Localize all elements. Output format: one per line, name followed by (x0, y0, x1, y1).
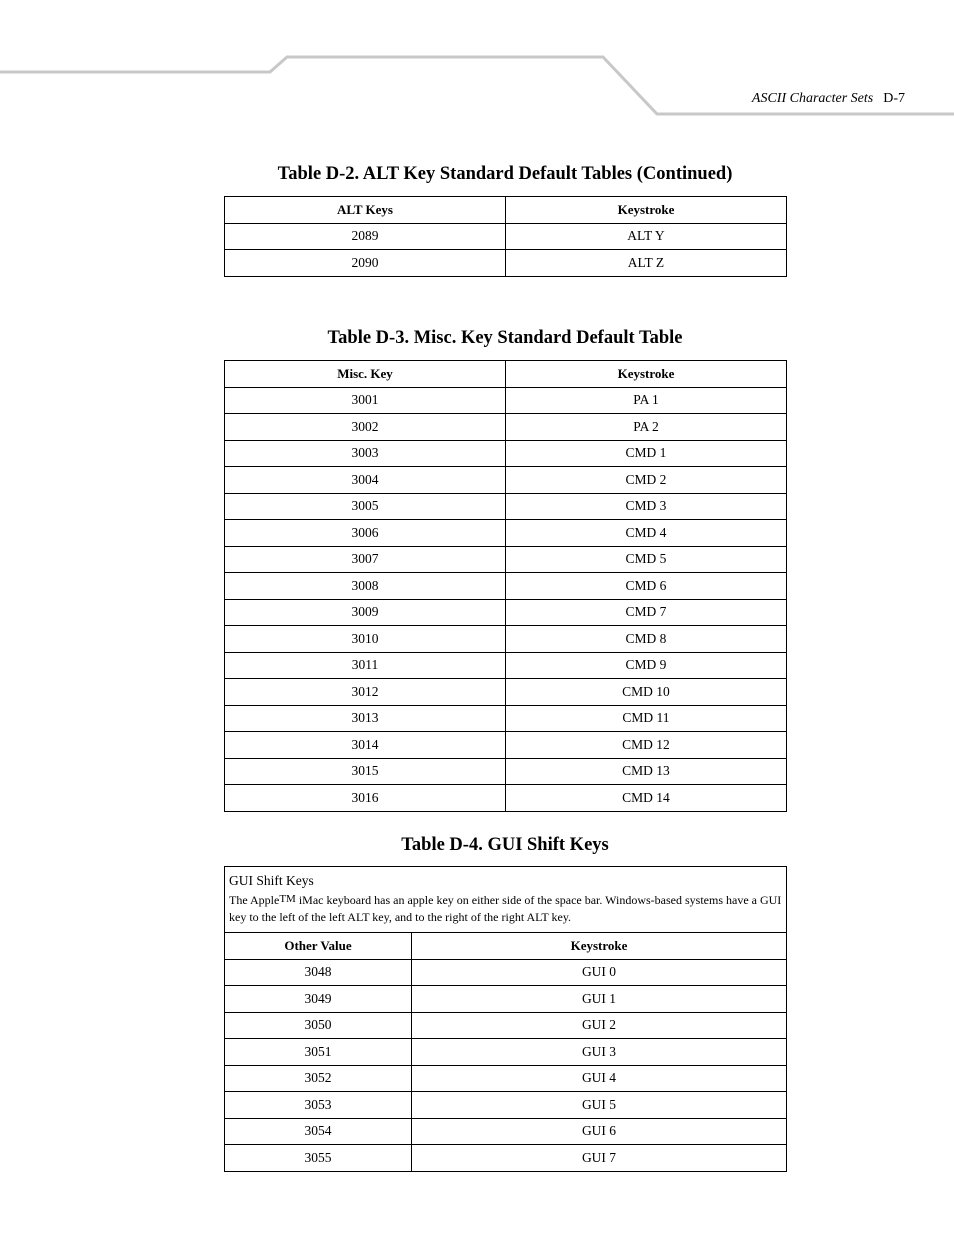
note-body (229, 891, 782, 926)
table-header-row (225, 933, 787, 960)
column-header: Other Value (225, 933, 412, 960)
keystroke-cell: CMD 6 (506, 573, 787, 600)
keystroke-cell: CMD 4 (506, 520, 787, 547)
table-header-row (225, 197, 787, 224)
code-cell: 3051 (225, 1039, 412, 1066)
code-cell: 3049 (225, 986, 412, 1013)
table-row (225, 223, 787, 250)
table-row (225, 1145, 787, 1172)
keystroke-cell: CMD 10 (506, 679, 787, 706)
keystroke-cell: CMD 7 (506, 599, 787, 626)
table-row (225, 467, 787, 494)
keystroke-cell: CMD 8 (506, 626, 787, 653)
keystroke-cell: GUI 5 (412, 1092, 787, 1119)
keystroke-cell: CMD 14 (506, 785, 787, 812)
table-row (225, 599, 787, 626)
running-head (700, 91, 905, 107)
code-cell: 3016 (225, 785, 506, 812)
code-cell: 3015 (225, 758, 506, 785)
table-d3-title: Table D-3. Misc. Key Standard Default Table (327, 328, 683, 348)
keystroke-cell: GUI 1 (412, 986, 787, 1013)
note-text-end: iMac keyboard has an apple key on either side of the space bar. Windows-based systems have a GUI key to the left of the left ALT key, and to the right of the right ALT key. (229, 893, 782, 924)
keystroke-cell: GUI 3 (412, 1039, 787, 1066)
code-cell: 2090 (225, 250, 506, 277)
keystroke-cell: CMD 2 (506, 467, 787, 494)
column-header: ALT Keys (225, 197, 506, 224)
column-header: Keystroke (412, 933, 787, 960)
code-cell: 3008 (225, 573, 506, 600)
table-row (225, 705, 787, 732)
code-cell: 3054 (225, 1118, 412, 1145)
keystroke-cell: GUI 2 (412, 1012, 787, 1039)
table-row (225, 652, 787, 679)
keystroke-cell: CMD 1 (506, 440, 787, 467)
keystroke-cell: CMD 13 (506, 758, 787, 785)
page-number: D-7 (883, 91, 905, 106)
table-row (225, 679, 787, 706)
code-cell: 3005 (225, 493, 506, 520)
table-row (225, 785, 787, 812)
table-row (225, 414, 787, 441)
column-header: Keystroke (506, 197, 787, 224)
code-cell: 3006 (225, 520, 506, 547)
keystroke-cell: CMD 12 (506, 732, 787, 759)
code-cell: 3010 (225, 626, 506, 653)
note-text-start: The Apple (229, 893, 280, 907)
table-row (225, 250, 787, 277)
table-note (225, 867, 787, 933)
table-row (225, 1092, 787, 1119)
code-cell: 3004 (225, 467, 506, 494)
table-row (225, 1118, 787, 1145)
section-title: ASCII Character Sets (751, 91, 874, 106)
table-d2-title: Table D-2. ALT Key Standard Default Tables (Continued) (277, 164, 733, 184)
table-row (225, 986, 787, 1013)
code-cell: 3011 (225, 652, 506, 679)
keystroke-cell: GUI 0 (412, 959, 787, 986)
note-title: GUI Shift Keys (229, 873, 314, 888)
keystroke-cell: ALT Y (506, 223, 787, 250)
code-cell: 3001 (225, 387, 506, 414)
code-cell: 3003 (225, 440, 506, 467)
table-row (225, 959, 787, 986)
table-row (225, 1039, 787, 1066)
code-cell: 2089 (225, 223, 506, 250)
table-row (225, 520, 787, 547)
code-cell: 3014 (225, 732, 506, 759)
table-row (225, 573, 787, 600)
table-note-row (225, 867, 787, 933)
keystroke-cell: CMD 5 (506, 546, 787, 573)
table-header-row (225, 361, 787, 388)
column-header: Misc. Key (225, 361, 506, 388)
table-row (225, 493, 787, 520)
code-cell: 3053 (225, 1092, 412, 1119)
keystroke-cell: GUI 7 (412, 1145, 787, 1172)
table-row (225, 387, 787, 414)
table-row (225, 546, 787, 573)
table-row (225, 626, 787, 653)
keystroke-cell: CMD 11 (506, 705, 787, 732)
code-cell: 3055 (225, 1145, 412, 1172)
table-d4 (224, 866, 787, 1172)
keystroke-cell: CMD 3 (506, 493, 787, 520)
table-d3 (224, 360, 787, 812)
code-cell: 3007 (225, 546, 506, 573)
table-row (225, 440, 787, 467)
code-cell: 3048 (225, 959, 412, 986)
trademark-mark: TM (279, 893, 296, 905)
table-d2 (224, 196, 787, 277)
header-rule (0, 0, 954, 130)
table-row (225, 1065, 787, 1092)
keystroke-cell: PA 2 (506, 414, 787, 441)
code-cell: 3052 (225, 1065, 412, 1092)
keystroke-cell: CMD 9 (506, 652, 787, 679)
keystroke-cell: GUI 6 (412, 1118, 787, 1145)
table-row (225, 758, 787, 785)
code-cell: 3050 (225, 1012, 412, 1039)
code-cell: 3012 (225, 679, 506, 706)
column-header: Keystroke (506, 361, 787, 388)
keystroke-cell: ALT Z (506, 250, 787, 277)
code-cell: 3002 (225, 414, 506, 441)
keystroke-cell: GUI 4 (412, 1065, 787, 1092)
keystroke-cell: PA 1 (506, 387, 787, 414)
code-cell: 3013 (225, 705, 506, 732)
table-row (225, 732, 787, 759)
code-cell: 3009 (225, 599, 506, 626)
table-row (225, 1012, 787, 1039)
table-d4-title: Table D-4. GUI Shift Keys (401, 835, 609, 855)
